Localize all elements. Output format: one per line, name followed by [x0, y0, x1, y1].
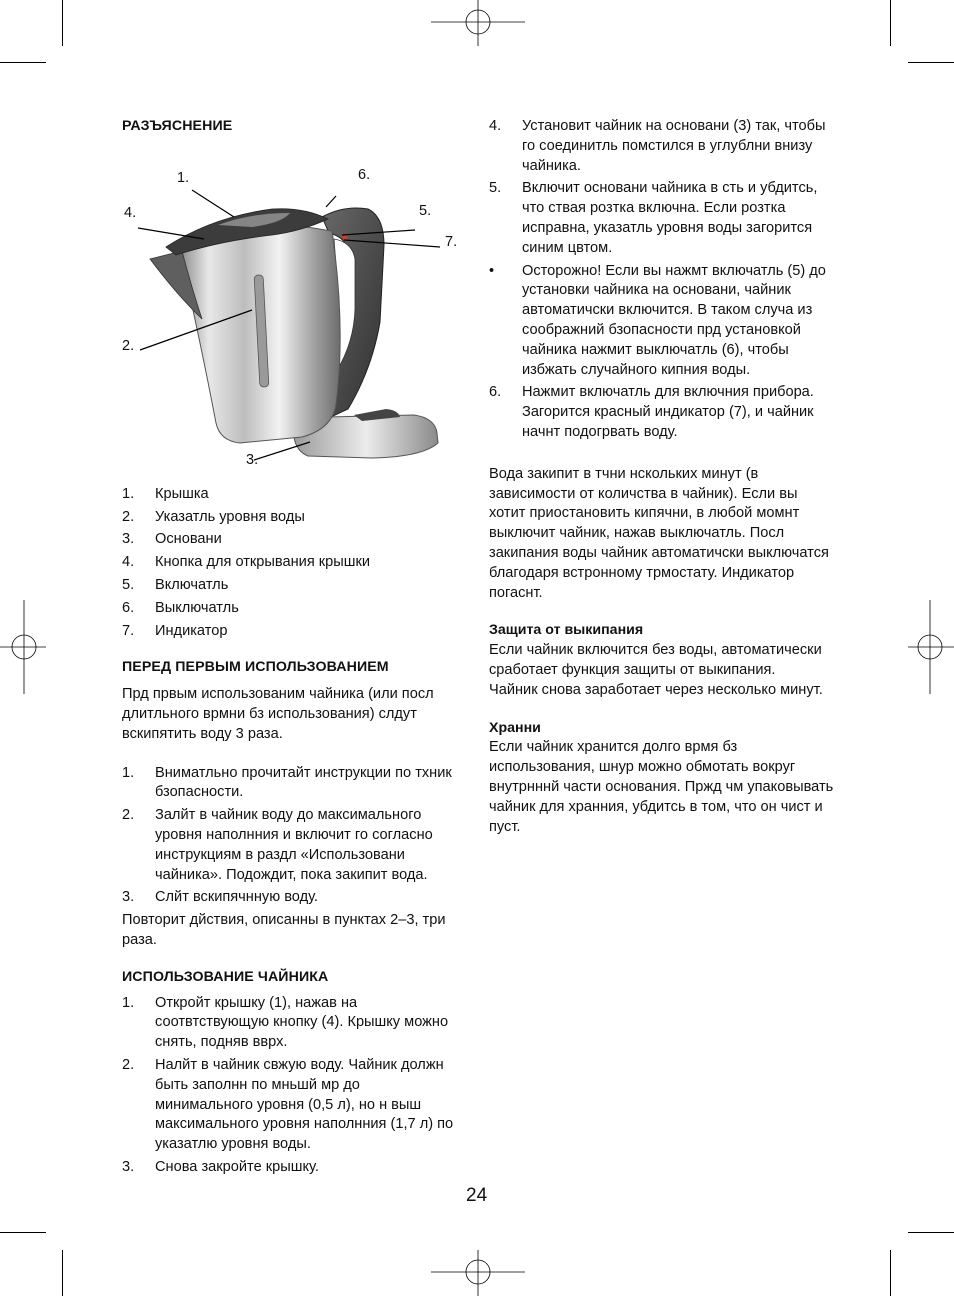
- crop-mark: [0, 62, 46, 63]
- list-item: 2. Залйт в чайник воду до максимального уровня наполнния и включит го согласно инструкциям в раздл «Использовани чайника». Подождит, пока закипит вода.: [122, 807, 433, 883]
- figure-label-7: 7.: [445, 233, 458, 250]
- crop-mark: [908, 62, 954, 63]
- list-item: 4. Кнопка для открывания крышки: [122, 554, 371, 571]
- crop-mark: [890, 1250, 891, 1296]
- crop-mark: [62, 0, 63, 46]
- list-item: 7. Индикатор: [122, 622, 228, 639]
- list-item: 6. Выключатль: [122, 599, 239, 616]
- section-title-before-first-use: ПЕРЕД ПЕРВЫМ ИСПОЛЬЗОВАНИЕМ: [122, 659, 389, 676]
- storage-text: Если чайник хранится долго врмя бз использования, шнур можно обмотать вокруг внутрнннй части основания. Пржд чм упаковывать чайник для хранния, убдитсь в том, что он чист и пуст.: [489, 739, 834, 835]
- list-item: 3. Снова закройте крышку.: [122, 1158, 319, 1175]
- registration-mark-right: [908, 600, 954, 694]
- right-column: [489, 117, 834, 837]
- figure-label-3: 3.: [246, 451, 259, 468]
- figure-label-2: 2.: [122, 337, 135, 354]
- list-item: 3. Слйт вскипячнную воду.: [122, 889, 318, 906]
- section-title-kettle-use: ИСПОЛЬЗОВАНИЕ ЧАЙНИКА: [122, 968, 329, 985]
- list-item: 4. Установит чайник на основани (3) так, чтобы го соединитль помстился в углублни внизу чайника.: [489, 118, 826, 174]
- subheading-boil-dry-protection: Защита от выкипания: [489, 622, 644, 639]
- kettle-use-steps: [122, 994, 457, 1178]
- left-column: [122, 117, 457, 1181]
- kettle-illustration: [122, 147, 457, 478]
- figure-label-1: 1.: [177, 169, 190, 186]
- list-item: 1. Крышка: [122, 485, 209, 502]
- registration-mark-bottom: [431, 1250, 525, 1296]
- list-item: 3. Основани: [122, 531, 222, 548]
- list-item: 1. Вниматльно прочитайт инструкции по тхник бзопасности.: [122, 764, 452, 801]
- list-item: 5. Включит основани чайника в сть и убдитсь, что ствая розтка включна. Если розтка исправна, указатль уровня воды загорится синим цвтом.: [489, 180, 818, 256]
- before-use-intro: Прд првым использованим чайника (или посл длитльного врмни бз использования) слдут вскипятить воду 3 раза.: [122, 686, 434, 742]
- repeat-instruction: Повторит дйствия, описанны в пунктах 2–3, три раза.: [122, 912, 446, 948]
- list-item: 6. Нажмит включатль для включния прибора. Загорится красный индикатор (7), и чайник начнт подогрвать воду.: [489, 384, 814, 440]
- crop-mark: [890, 0, 891, 46]
- list-item: • Осторожно! Если вы нажмт включатль (5) до установки чайника на основани, чайник автоматичски включится. В таком случа из соображний бзопасности прд установкой чайника нажмит выключатль (6), чтобы избжать случайного кипния воды.: [489, 262, 826, 378]
- list-item: 2. Указатль уровня воды: [122, 508, 305, 525]
- registration-mark-top: [431, 0, 525, 46]
- kettle-figure: [122, 147, 457, 478]
- list-item: 2. Налйт в чайник свжую воду. Чайник должн быть заполнн по мньшй мр до минимального уровня (0,5 л), но н выш максимального уровня наполнния (1,7 л) по указатлю уровня воды.: [122, 1056, 454, 1153]
- kettle-use-steps-continued: [489, 117, 834, 443]
- protection-text-2: Чайник снова заработает через несколько минут.: [489, 681, 823, 698]
- subheading-storage: Хранни: [489, 719, 541, 736]
- page-number: 24: [466, 1185, 488, 1206]
- crop-mark: [62, 1250, 63, 1296]
- before-use-steps: [122, 764, 457, 909]
- list-item: 1. Откройт крышку (1), нажав на соотвтствующую кнопку (4). Крышку можно снять, подняв вврх.: [122, 994, 449, 1051]
- section-title-explanation: РАЗЪЯСНЕНИЕ: [122, 118, 233, 134]
- protection-text-1: Если чайник включится без воды, автоматически сработает функция защиты от выкипания.: [489, 642, 822, 678]
- crop-mark: [908, 1232, 954, 1233]
- boiling-paragraph: Вода закипит в тчни нскольких минут (в зависимости от количства в чайник). Если вы хотит приостановить кипячни, в любой момнт выключит чайник, нажав выключатль. Посл закипания воды чайник автоматичски выключатся благодаря встронному трмостату. Индикатор погаснт.: [489, 465, 829, 601]
- figure-label-5: 5.: [419, 202, 432, 219]
- crop-mark: [0, 1232, 46, 1233]
- figure-label-4: 4.: [124, 204, 137, 221]
- list-item: 5. Включатль: [122, 576, 229, 593]
- parts-list: [122, 485, 457, 642]
- figure-label-6: 6.: [358, 166, 371, 183]
- registration-mark-left: [0, 600, 46, 694]
